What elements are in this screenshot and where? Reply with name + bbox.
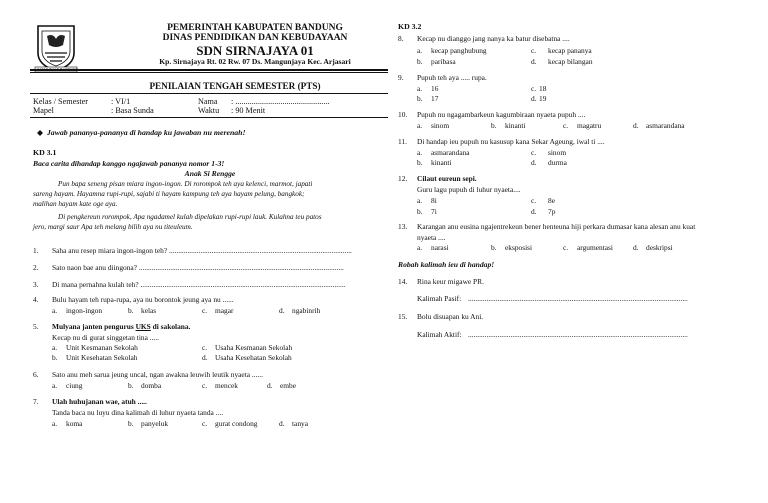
- option-label: d.: [531, 57, 537, 66]
- option-label: b.: [52, 353, 58, 362]
- option-label: c.: [531, 148, 537, 157]
- option-c[interactable]: magatru: [577, 121, 602, 130]
- option-b[interactable]: Unit Kesehatan Sekolah: [66, 353, 138, 362]
- option-c[interactable]: Usaha Kesmanan Sekolah: [215, 343, 293, 352]
- header-department: DINAS PENDIDIKAN DAN KEBUDAYAAN: [162, 33, 348, 43]
- question-13: Karangan anu eusina ngajentrekeun bener henteuna hiji perkara dumasar kana alesan anu kuat: [417, 222, 696, 231]
- header-address: Kp. Sirnajaya Rt. 02 Rw. 07 Ds. Mangunjaya Kec. Arjasari: [159, 57, 351, 66]
- question-number: 1.: [33, 246, 39, 255]
- option-label: b.: [417, 57, 423, 66]
- option-c[interactable]: sinom: [548, 148, 567, 157]
- header-divider-thin: [30, 72, 388, 73]
- option-label: d.: [267, 381, 273, 390]
- instruction-text: Jawab pananya-pananya di handap ku jawaban nu merenah!: [46, 128, 246, 137]
- question-number: 5.: [33, 322, 39, 331]
- option-d[interactable]: ngabinrih: [292, 306, 321, 315]
- option-d[interactable]: kecap bilangan: [548, 57, 593, 66]
- question-15: Bolu disuapan ku Ani.: [417, 312, 484, 321]
- option-d[interactable]: Usaha Kesehatan Sekolah: [215, 353, 292, 362]
- option-label: d.: [279, 419, 285, 428]
- option-b[interactable]: kinanti: [431, 158, 452, 167]
- time-value: : 90 Menit: [231, 106, 266, 115]
- option-label: b.: [491, 121, 497, 130]
- question-8: Kecap nu dianggo jang nanya ka batur disebatna ....: [417, 34, 570, 43]
- story-line: Di pengkereun rorompok, Apa ngadamel kulah dipelakan rupi-rupi lauk. Kulahna teu patos: [58, 213, 322, 221]
- option-c[interactable]: 8e: [548, 196, 555, 205]
- question-number: 3.: [33, 280, 39, 289]
- option-d[interactable]: deskripsi: [646, 243, 673, 252]
- option-a[interactable]: narasi: [431, 243, 449, 252]
- option-c[interactable]: magar: [215, 306, 234, 315]
- option-label: a.: [52, 306, 58, 315]
- option-label: a.: [417, 121, 423, 130]
- option-b[interactable]: 7i: [431, 207, 437, 216]
- option-label: a.: [417, 46, 423, 55]
- title-divider: [30, 93, 388, 94]
- option-a[interactable]: ciung: [66, 381, 83, 390]
- option-d[interactable]: asmarandana: [646, 121, 685, 130]
- diamond-bullet-icon: ◆: [37, 128, 47, 137]
- option-b[interactable]: 17: [431, 94, 439, 103]
- option-d[interactable]: 7p: [548, 207, 556, 216]
- option-a[interactable]: sinom: [431, 121, 450, 130]
- option-label: d.: [279, 306, 285, 315]
- passive-sentence-label: Kalimah Pasif:: [417, 294, 462, 303]
- question-7-sub: Tanda baca nu luyu dina kalimah di luhur nyaeta tanda ....: [52, 408, 224, 417]
- option-label: a.: [417, 148, 423, 157]
- option-a[interactable]: 16: [431, 84, 439, 93]
- option-label: d.: [202, 353, 208, 362]
- question-4: Bulu hayam teh rupa-rupa, aya nu borontok jeung aya nu ......: [52, 295, 234, 304]
- option-label: a.: [417, 196, 423, 205]
- option-label: b.: [128, 419, 134, 428]
- question-number: 2.: [33, 263, 39, 272]
- option-b[interactable]: eksposisi: [505, 243, 533, 252]
- name-field[interactable]: : ..............................................: [231, 97, 330, 106]
- option-d[interactable]: tanya: [292, 419, 309, 428]
- option-label: b.: [417, 207, 423, 216]
- option-label: b.: [128, 306, 134, 315]
- reading-instruction: Baca carita dihandap kanggo ngajawab pananya nomor 1-3!: [33, 159, 225, 168]
- option-label: c.: [202, 306, 208, 315]
- subject-value: : Basa Sunda: [111, 106, 154, 115]
- option-b[interactable]: kinanti: [505, 121, 526, 130]
- time-label: Waktu: [198, 106, 220, 115]
- question-number: 7.: [33, 397, 39, 406]
- name-label: Nama: [198, 97, 218, 106]
- question-number: 13.: [398, 222, 408, 231]
- question-2[interactable]: Sato naon bae anu diingona? ...............................................................................................................: [52, 263, 344, 272]
- option-c[interactable]: gurat condong: [215, 419, 258, 428]
- option-b[interactable]: panyeluk: [141, 419, 169, 428]
- option-a[interactable]: Unit Kesmanan Sekolah: [66, 343, 138, 352]
- option-c[interactable]: mencek: [215, 381, 238, 390]
- question-1[interactable]: Saha anu resep miara ingon-ingon teh? ...................................................................................................: [52, 246, 352, 255]
- instruction: [37, 128, 246, 137]
- option-label: a.: [417, 243, 423, 252]
- option-label: c.: [202, 343, 208, 352]
- exam-title: PENILAIAN TENGAH SEMESTER (PTS): [149, 81, 321, 91]
- section-b-heading: Robah kalimah ieu di handap!: [398, 260, 495, 269]
- question-7: Ulah huhujanan wae, atuh .....: [52, 397, 147, 406]
- story-line: jero, margi saur Apa teh melang bilih aya nu titeuleum.: [33, 223, 193, 231]
- option-label: d.: [633, 121, 639, 130]
- option-label: a.: [417, 84, 423, 93]
- option-label: d.: [531, 207, 537, 216]
- subject-label: Mapel: [33, 106, 54, 115]
- option-c[interactable]: kecap pananya: [548, 46, 592, 55]
- option-d[interactable]: 19: [539, 94, 547, 103]
- header-government: PEMERINTAH KABUPATEN BANDUNG: [167, 23, 343, 33]
- option-label: b.: [417, 158, 423, 167]
- question-5: Mulyana janten pengurus UKS di sakolana.: [52, 322, 191, 331]
- option-label: c.: [563, 121, 569, 130]
- question-number: 4.: [33, 295, 39, 304]
- question-12: Cilaut eureun sepi.: [417, 174, 477, 183]
- option-label: b.: [417, 94, 423, 103]
- option-label: b.: [128, 381, 134, 390]
- question-3[interactable]: Di mana pernahna kulah teh? ...............................................................................................................: [52, 280, 346, 289]
- option-d[interactable]: durma: [548, 158, 567, 167]
- question-9: Pupuh teh aya ..... rupa.: [417, 73, 487, 82]
- header-divider: [30, 69, 388, 71]
- option-label: b.: [491, 243, 497, 252]
- kd-3-2-heading: KD 3.2: [398, 22, 422, 31]
- option-label: c.: [531, 84, 537, 93]
- option-label: c.: [563, 243, 569, 252]
- kd-3-1-heading: KD 3.1: [33, 148, 57, 157]
- active-sentence-label: Kalimah Aktif:: [417, 330, 462, 339]
- question-number: 8.: [398, 34, 404, 43]
- option-label: d.: [531, 94, 537, 103]
- passive-sentence-answer-line[interactable]: .......................................................................................................................: [468, 294, 688, 303]
- class-value: : VI/1: [111, 97, 131, 106]
- active-sentence-answer-line[interactable]: .......................................................................................................................: [468, 330, 688, 339]
- question-13-sub: nyaeta ....: [417, 233, 446, 242]
- class-label: Kelas / Semester: [33, 97, 89, 106]
- option-label: a.: [52, 343, 58, 352]
- option-label: d.: [531, 158, 537, 167]
- story-title: Anak Si Rengge: [184, 169, 236, 178]
- story-line: sareng hayam. Hayamna rupi-rupi, sajabi ti hayam kampung teh aya hayam pelung, bangkok;: [33, 190, 305, 198]
- question-14: Rina keur migawe PR.: [417, 277, 484, 286]
- option-label: c.: [531, 196, 537, 205]
- question-5-sub: Kecap nu di gurat singgetan tina .....: [52, 333, 159, 342]
- question-number: 12.: [398, 174, 408, 183]
- option-a[interactable]: ingon-ingon: [66, 306, 103, 315]
- option-label: d.: [633, 243, 639, 252]
- story-line: Pun bapa seneng pisan miara ingon-ingon. Di rorompok teh aya kelenci, marmot, japati: [58, 180, 313, 188]
- school-logo-emblem: [33, 23, 79, 73]
- question-11: Di handap ieu pupuh nu kasusup kana Sekar Ageung, iwal ti ....: [417, 137, 605, 146]
- header-school-name: SDN SIRNAJAYA 01: [196, 43, 314, 58]
- story-line: malihan hayam kate oge aya.: [33, 200, 118, 208]
- question-6: Sato anu meh sarua jeung uncal, ngan awakna leuwih leutik nyaeta ......: [52, 370, 263, 379]
- question-12-sub: Guru lagu pupuh di luhur nyaeta....: [417, 185, 521, 194]
- option-label: a.: [52, 419, 58, 428]
- option-label: c.: [531, 46, 537, 55]
- option-a[interactable]: koma: [66, 419, 83, 428]
- option-a[interactable]: asmarandana: [431, 148, 470, 157]
- option-c[interactable]: argumentasi: [577, 243, 613, 252]
- question-10: Pupuh nu ngagambarkeun kagumbiraan nyaeta pupuh ....: [417, 110, 586, 119]
- option-a[interactable]: 8i: [431, 196, 437, 205]
- question-number: 14.: [398, 277, 408, 286]
- question-number: 9.: [398, 73, 404, 82]
- question-number: 10.: [398, 110, 408, 119]
- question-number: 6.: [33, 370, 39, 379]
- question-number: 11.: [398, 137, 407, 146]
- option-label: c.: [202, 419, 208, 428]
- option-a[interactable]: kecap panghubung: [431, 46, 487, 55]
- option-b[interactable]: paribasa: [431, 57, 456, 66]
- option-label: a.: [52, 381, 58, 390]
- option-d[interactable]: embe: [280, 381, 297, 390]
- option-label: c.: [202, 381, 208, 390]
- info-divider: [30, 117, 388, 118]
- option-c[interactable]: 18: [539, 84, 547, 93]
- question-number: 15.: [398, 312, 408, 321]
- option-b[interactable]: kelas: [141, 306, 157, 315]
- option-b[interactable]: domba: [141, 381, 162, 390]
